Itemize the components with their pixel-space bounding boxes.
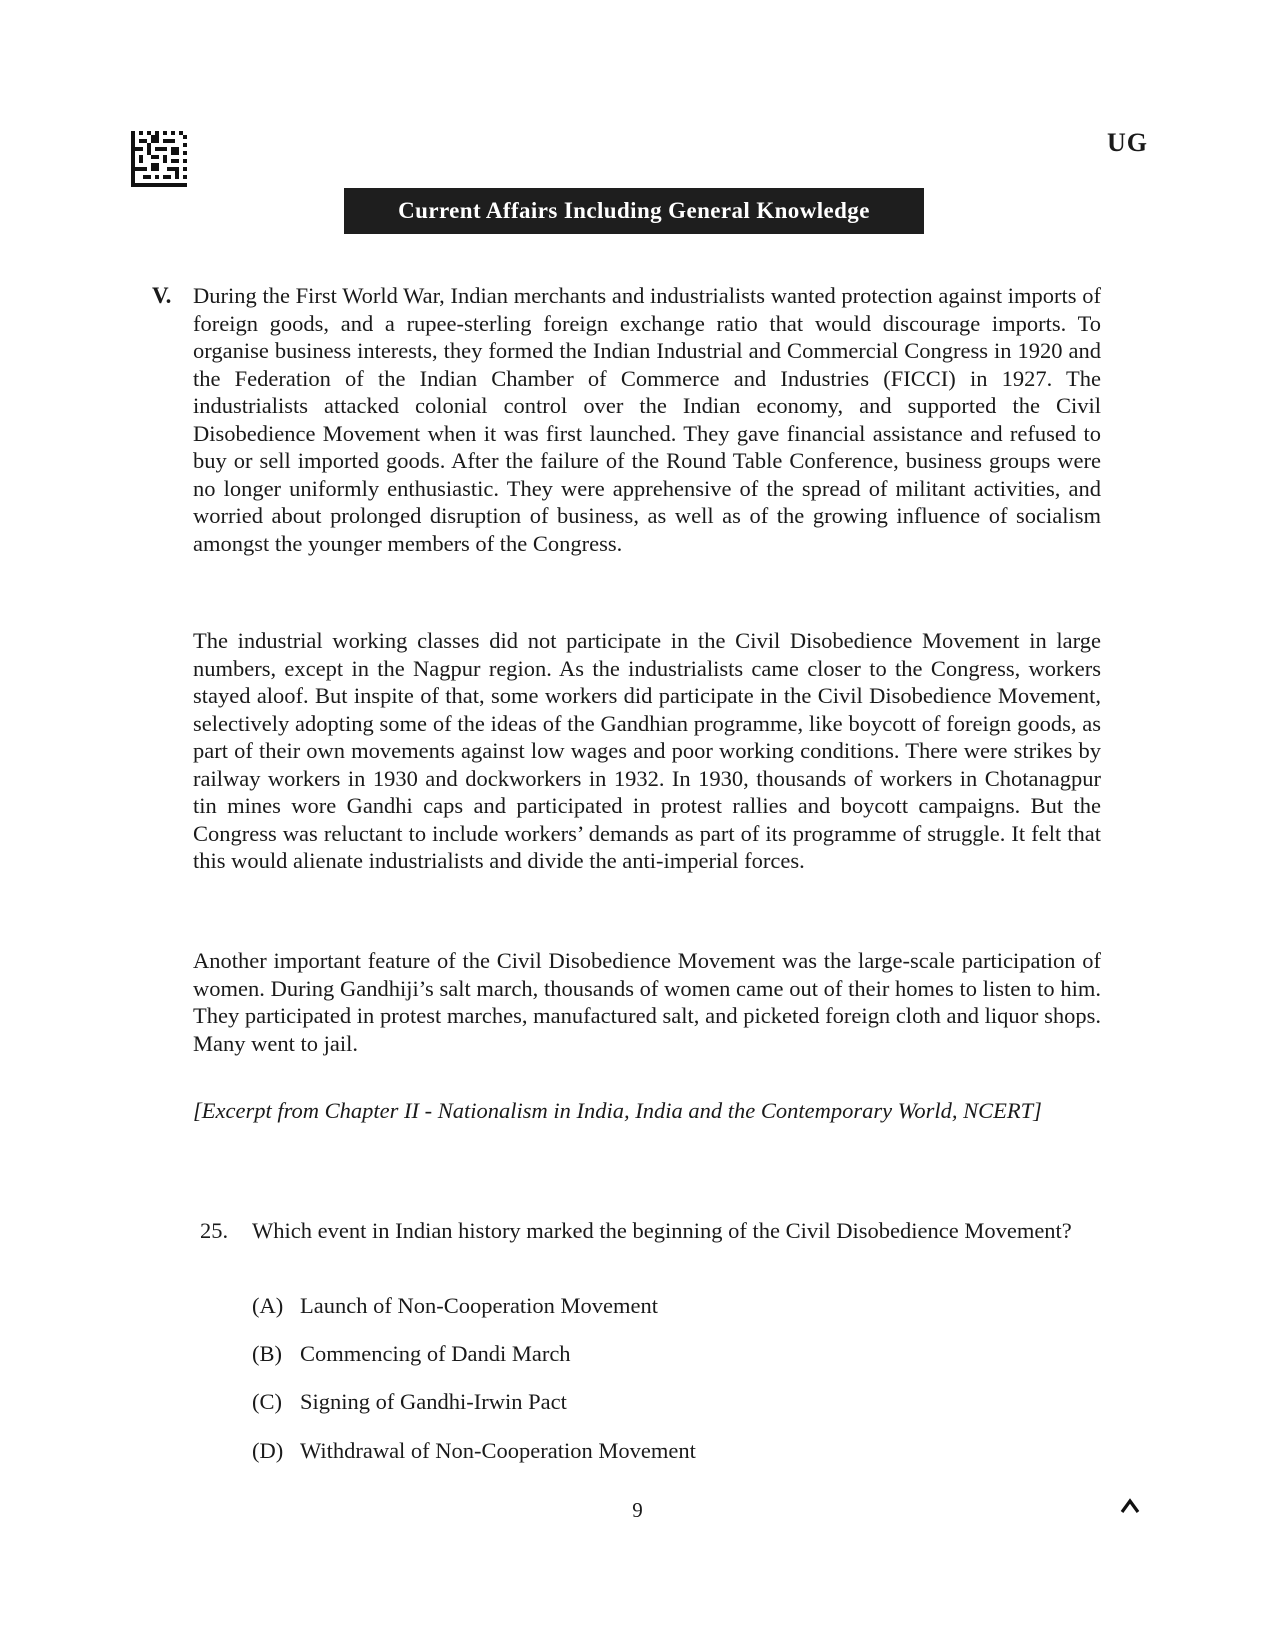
- option-text: Launch of Non-Cooperation Movement: [300, 1293, 659, 1318]
- option-letter: (B): [252, 1341, 282, 1366]
- page-number: 9: [632, 1498, 643, 1522]
- passage-label: V.: [152, 283, 172, 308]
- passage-paragraph: The industrial working classes did not participate in the Civil Disobedience Movement in large numbers, except in the Nagpur region. As the industrialists came closer to the Congress, workers stayed aloof. But inspite of that, some workers did participate in the Civil Disobedience Movement, selectively adopting some of the ideas of the Gandhian programme, like boycott of foreign goods, as part of their own movements against low wages and poor working conditions. There were strikes by railway workers in 1930 and dockworkers in 1932. In 1930, thousands of workers in Chotanagpur tin mines wore Gandhi caps and participated in protest rallies and boycott campaigns. But the Congress was reluctant to include workers’ demands as part of its programme of struggle. It felt that this would alienate industrialists and divide the anti-imperial forces.: [193, 628, 1101, 873]
- passage-paragraph: Another important feature of the Civil Disobedience Movement was the large-scale participation of women. During Gandhiji’s salt march, thousands of women came out of their homes to listen to him. They participated in protest marches, manufactured salt, and picketed foreign cloth and liquor shops. Many went to jail.: [193, 948, 1101, 1056]
- caret-up-icon: [1119, 1497, 1141, 1515]
- option-a[interactable]: [252, 1292, 658, 1320]
- datamatrix-code-icon: [131, 131, 187, 187]
- question-text: Which event in Indian history marked the beginning of the Civil Disobedience Movement?: [252, 1218, 1072, 1243]
- option-letter: (C): [252, 1389, 282, 1414]
- passage-paragraph: During the First World War, Indian merchants and industrialists wanted protection against imports of foreign goods, and a rupee-sterling foreign exchange ratio that would discourage imports. To organise business interests, they formed the Indian Industrial and Commercial Congress in 1920 and the Federation of the Indian Chamber of Commerce and Industries (FICCI) in 1927. The industrialists attacked colonial control over the Indian economy, and supported the Civil Disobedience Movement when it was first launched. They gave financial assistance and refused to buy or sell imported goods. After the failure of the Round Table Conference, business groups were no longer uniformly enthusiastic. They were apprehensive of the spread of militant activities, and worried about prolonged disruption of business, as well as of the growing influence of socialism amongst the younger members of the Congress.: [193, 283, 1101, 556]
- option-letter: (D): [252, 1438, 284, 1463]
- option-text: Commencing of Dandi March: [300, 1341, 571, 1366]
- option-text: Signing of Gandhi-Irwin Pact: [300, 1389, 567, 1414]
- passage-source: [Excerpt from Chapter II - Nationalism in India, India and the Contemporary World, NCERT]: [193, 1098, 1042, 1123]
- option-letter: (A): [252, 1293, 284, 1318]
- paper-code: UG: [1107, 128, 1148, 157]
- option-d[interactable]: [252, 1437, 696, 1465]
- question-number: 25.: [200, 1218, 229, 1243]
- option-c[interactable]: [252, 1388, 567, 1416]
- option-text: Withdrawal of Non-Cooperation Movement: [300, 1438, 696, 1463]
- option-b[interactable]: [252, 1340, 571, 1368]
- section-title: Current Affairs Including General Knowledge: [344, 188, 924, 234]
